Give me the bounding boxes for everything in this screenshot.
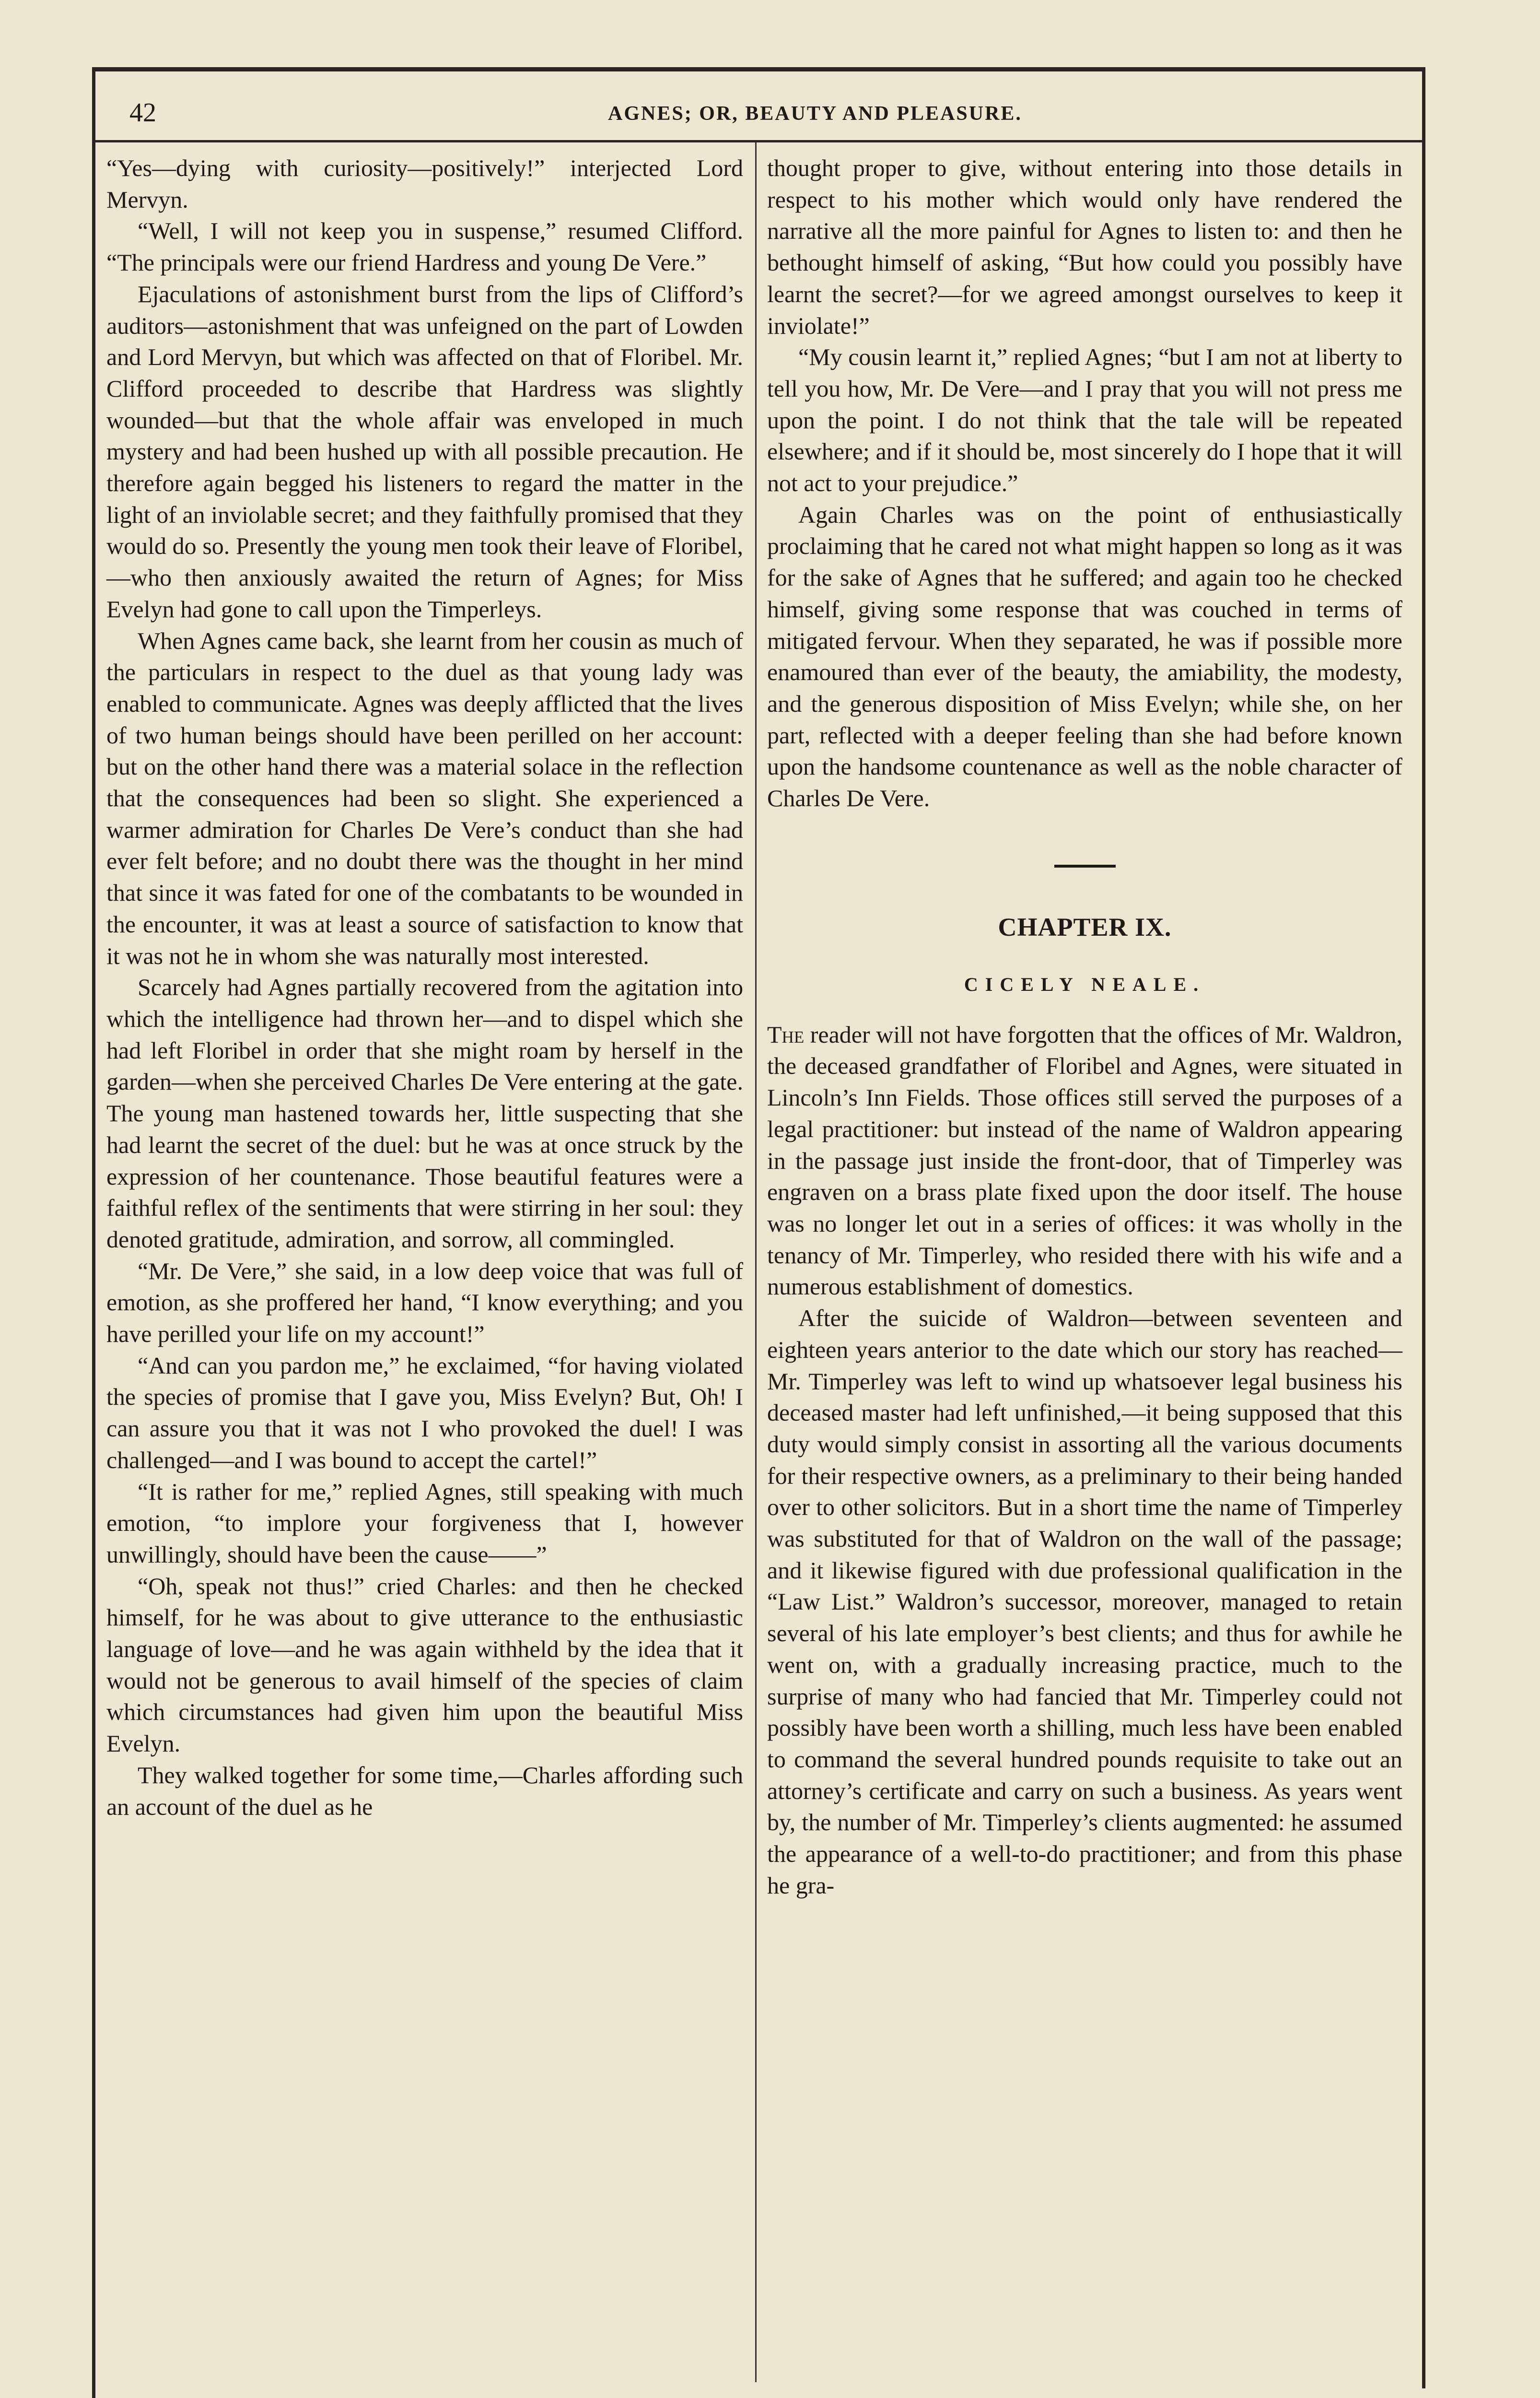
paragraph: Again Charles was on the point of enthusiastically proclaiming that he cared not what might happen so long as it was for the sake of Agnes that he suffered; and again too he checked himself, giving some response that was couched in terms of mitigated fervour. When they separated, he was if possible more enamoured than ever of the beauty, the amiability, the modesty, and the generous disposition of Miss Evelyn; while she, on her part, reflected with a deeper feeling than she had before known upon the handsome countenance as well as the noble character of Charles De Vere.: [767, 501, 1402, 812]
paragraph: “Oh, speak not thus!” cried Charles: and then he checked himself, for he was about to give utterance to the enthusiastic language of love—and he was again withheld by the idea that it would not be generous to avail himself of the species of claim which circumstances had given him upon the beautiful Miss Evelyn.: [106, 1572, 743, 1757]
paragraph: “It is rather for me,” replied Agnes, still speaking with much emotion, “to implore your forgiveness that I, however unwillingly, should have been the cause——”: [106, 1478, 743, 1568]
paragraph: Ejaculations of astonishment burst from the lips of Clifford’s auditors—astonishment that was unfeigned on the part of Lowden and Lord Mervyn, but which was affected on that of Floribel. Mr. Clifford proceeded to describe that Hardress was slightly wounded—but that the whole affair was enveloped in much mystery and had been hushed up with all possible precaution. He therefore again begged his listeners to regard the matter in the light of an inviolable secret; and they faithfully promised that they would do so. Presently the young men took their leave of Floribel,—who then anxiously awaited the return of Agnes; for Miss Evelyn had gone to call upon the Timperleys.: [106, 280, 743, 623]
paragraph: thought proper to give, without entering into those details in respect to his mother which would only have rendered the narrative all the more painful for Agnes to listen to: and then he bethought himself of asking, “But how could you possibly have learnt the secret?—for we agreed amongst ourselves to keep it inviolate!”: [767, 154, 1402, 339]
paragraph: They walked together for some time,—Charles affording such an account of the duel as he: [106, 1761, 743, 1820]
paragraph: “My cousin learnt it,” replied Agnes; “but I am not at liberty to tell you how, Mr. De Vere—and I pray that you will not press me upon the point. I do not think that the tale will be repeated elsewhere; and if it should be, most sincerely do I hope that it will not act to your prejudice.”: [767, 343, 1402, 497]
right-column: [767, 153, 1402, 1901]
paragraph: “Well, I will not keep you in suspense,” resumed Clifford. “The principals were our friend Hardress and young De Vere.”: [106, 217, 743, 276]
left-column: [106, 153, 743, 1822]
chapter-divider: [1054, 865, 1116, 868]
running-head: AGNES; OR, BEAUTY AND PLEASURE.: [608, 103, 1022, 125]
paragraph: “And can you pardon me,” he exclaimed, “for having violated the species of promise that I gave you, Miss Evelyn? But, Oh! I can assure you that it was not I who provoked the duel! I was challenged—and I was bound to accept the cartel!”: [106, 1352, 743, 1473]
top-rule: [92, 67, 1425, 71]
chapter-opening-paragraph: [767, 1019, 1402, 1303]
header-rule: [92, 140, 1425, 142]
paragraph: When Agnes came back, she learnt from her cousin as much of the particulars in respect to the duel as that young lady was enabled to communicate. Agnes was deeply afflicted that the lives of two human beings should have been perilled on her account: but on the other hand there was a material solace in the reflection that the consequences had been so slight. She experienced a warmer admiration for Charles De Vere’s conduct than she had ever felt before; and no doubt there was the thought in her mind that since it was fated for one of the combatants to be wounded in the encounter, it was at least a source of satisfaction to know that it was not he in whom she was naturally most interested.: [106, 627, 743, 969]
chapter-subtitle: CICELY NEALE.: [964, 973, 1206, 995]
page-frame-right: [1422, 67, 1425, 2388]
drop-word: The: [767, 1021, 805, 1048]
paragraph: After the suicide of Waldron—between seventeen and eighteen years anterior to the date which our story has reached—Mr. Timperley was left to wind up whatsoever legal business his deceased master had left unfinished,—it being supposed that this duty would simply consist in assorting all the various documents for their respective owners, as a preliminary to their being handed over to other solicitors. But in a short time the name of Timperley was substituted for that of Waldron on the wall of the passage; and it likewise figured with due professional qualification in the “Law List.” Waldron’s successor, moreover, managed to retain several of his late employer’s best clients; and thus for awhile he went on, with a gradually increasing practice, much to the surprise of many who had fancied that Mr. Timperley could not possibly have been worth a shilling, much less have been enabled to command the several hundred pounds requisite to take out an attorney’s certificate and carry on such a business. As years went by, the number of Mr. Timperley’s clients augmented: he assumed the appearance of a well-to-do practitioner; and from this phase he gra-: [767, 1305, 1402, 1899]
paragraph: Scarcely had Agnes partially recovered from the agitation into which the intelligence had thrown her—and to dispel which she had left Floribel in order that she might roam by herself in the garden—when she perceived Charles De Vere entering at the gate. The young man hastened towards her, little suspecting that she had learnt the secret of the duel: but he was at once struck by the expression of her countenance. Those beautiful features were a faithful reflex of the sentiments that were stirring in her soul: they denoted gratitude, admiration, and sorrow, all commingled.: [106, 974, 743, 1253]
chapter-title: CHAPTER IX.: [998, 912, 1172, 941]
paragraph: “Yes—dying with curiosity—positively!” interjected Lord Mervyn.: [106, 154, 743, 213]
paragraph-text: reader will not have forgotten that the offices of Mr. Waldron, the deceased grandfather of Floribel and Agnes, were situated in Lincoln’s Inn Fields. Those offices still served the purposes of a legal practitioner: but instead of the name of Waldron appearing in the passage just inside the front-door, that of Timperley was engraven on a brass plate fixed upon the door itself. The house was no longer let out in a series of offices: it was wholly in the tenancy of Mr. Timperley, who resided there with his wife and a numerous establishment of domestics.: [767, 1021, 1402, 1300]
page-frame-left: [92, 67, 95, 2398]
page-number: 42: [129, 98, 156, 128]
column-divider: [755, 142, 757, 2382]
paragraph: “Mr. De Vere,” she said, in a low deep voice that was full of emotion, as she proffered her hand, “I know everything; and you have perilled your life on my account!”: [106, 1257, 743, 1348]
